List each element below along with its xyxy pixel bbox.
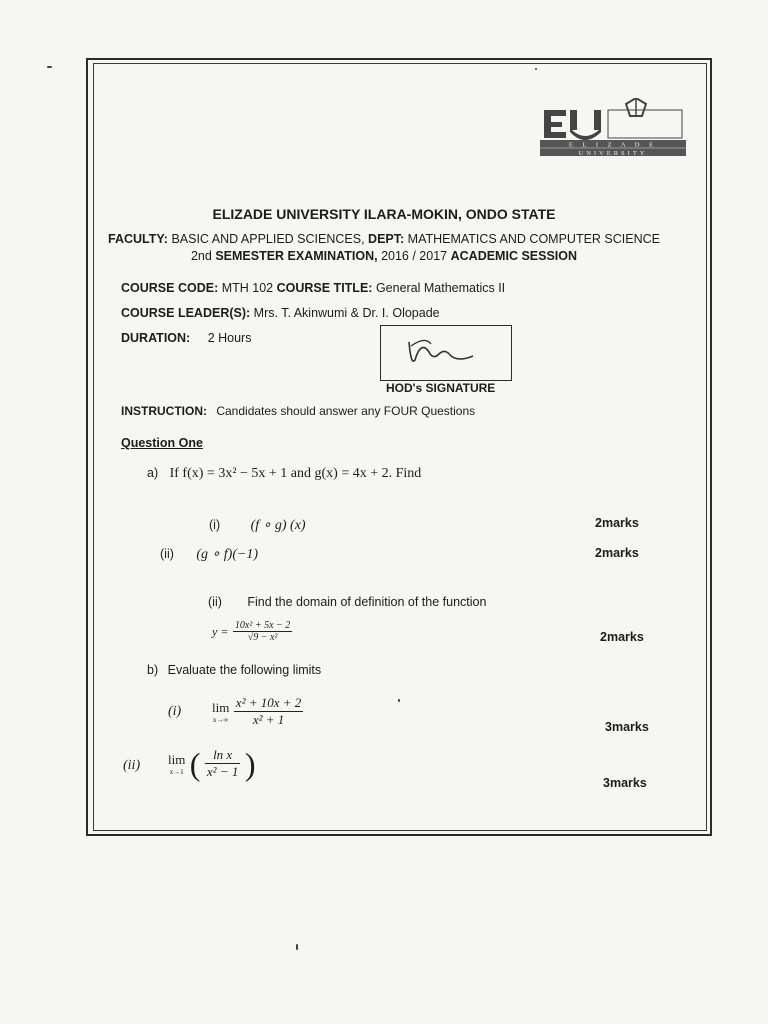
session-years: 2016 / 2017 — [381, 249, 448, 263]
semester-line — [0, 249, 768, 263]
handwritten-signature — [381, 326, 509, 378]
part-b-label: b) — [147, 663, 159, 677]
lim-word: lim — [212, 699, 230, 715]
item-marks: 3marks — [603, 776, 647, 790]
semester-prefix: 2nd — [190, 249, 212, 263]
logo-emblem — [536, 98, 688, 158]
logo-band-bottom: UNIVERSITY — [578, 150, 648, 157]
item-expression: (g ∘ f)(−1) — [196, 547, 259, 562]
limit-operator — [212, 700, 229, 724]
hod-signature-caption: HOD's SIGNATURE — [386, 381, 496, 395]
instruction-label: INSTRUCTION: — [121, 404, 207, 418]
limit-fraction — [205, 747, 240, 780]
course-leader-label: COURSE LEADER(S): — [121, 306, 251, 320]
right-paren: ) — [244, 745, 256, 782]
item-label: (ii) — [208, 595, 222, 609]
question-heading: Question One — [121, 436, 203, 450]
domain-function — [212, 620, 292, 643]
function-fraction — [233, 620, 292, 643]
left-paren: ( — [189, 745, 201, 782]
fraction-denominator: x² + 1 — [252, 712, 285, 727]
semester-text: SEMESTER EXAMINATION, — [215, 249, 378, 263]
fraction-numerator: ln x — [205, 747, 240, 764]
item-label: (i) — [209, 518, 221, 532]
part-b-line — [147, 663, 321, 677]
instruction-line — [121, 404, 475, 418]
limit-label: (ii) — [123, 758, 141, 773]
faculty-line — [0, 232, 768, 246]
faculty-value: BASIC AND APPLIED SCIENCES, — [171, 232, 365, 246]
function-lhs: y = — [212, 624, 229, 639]
fraction-denominator: √9 − x² — [247, 632, 278, 643]
university-logo — [536, 98, 688, 158]
item-marks: 2marks — [600, 630, 644, 644]
part-b-text: Evaluate the following limits — [167, 663, 322, 677]
item-marks: 3marks — [605, 720, 649, 734]
course-code-label: COURSE CODE: — [121, 281, 219, 295]
item-expression: (f ∘ g) (x) — [250, 518, 306, 533]
limit-label: (i) — [168, 704, 182, 719]
limit-operator — [168, 752, 185, 776]
course-title-value: General Mathematics II — [375, 281, 506, 295]
session-text: ACADEMIC SESSION — [450, 249, 578, 263]
dept-label: DEPT: — [368, 232, 405, 246]
university-name: ELIZADE UNIVERSITY ILARA-MOKIN, ONDO STATE — [212, 206, 556, 222]
lim-subscript: x→∞ — [212, 715, 229, 724]
scan-speck — [535, 68, 537, 70]
limit-expression — [168, 747, 255, 780]
limit-expression — [212, 695, 303, 728]
duration-label: DURATION: — [121, 331, 191, 345]
duration-value: 2 Hours — [207, 331, 252, 345]
dept-value: MATHEMATICS AND COMPUTER SCIENCE — [407, 232, 660, 246]
item-text: Find the domain of definition of the function — [247, 595, 487, 609]
instruction-text: Candidates should answer any FOUR Questions — [216, 404, 476, 418]
part-a-text: If f(x) = 3x² − 5x + 1 and g(x) = 4x + 2. Find — [169, 466, 422, 481]
fraction-denominator: x² − 1 — [206, 764, 239, 779]
item-marks: 2marks — [595, 516, 639, 530]
part-a-label: a) — [147, 466, 159, 480]
item-a-i — [209, 516, 306, 534]
course-code-value: MTH 102 — [221, 281, 274, 295]
fraction-numerator: x² + 10x + 2 — [235, 695, 302, 710]
lim-word: lim — [168, 751, 186, 767]
logo-band-top: E L I Z A D E — [568, 141, 658, 149]
course-leader-value: Mrs. T. Akinwumi & Dr. I. Olopade — [253, 306, 440, 320]
scan-speck — [296, 944, 298, 950]
course-code-line — [121, 281, 505, 295]
duration-line — [121, 331, 251, 345]
course-leader-line — [121, 306, 440, 320]
item-marks: 2marks — [595, 546, 639, 560]
item-label: (ii) — [160, 547, 174, 561]
faculty-label: FACULTY: — [108, 232, 168, 246]
lim-subscript: x→1 — [169, 767, 184, 776]
fraction-numerator: 10x² + 5x − 2 — [234, 620, 291, 631]
item-a-ii — [160, 545, 258, 563]
item-a-iii — [208, 595, 486, 609]
signature-box — [380, 325, 512, 381]
scan-speck — [47, 66, 52, 68]
course-title-label: COURSE TITLE: — [276, 281, 373, 295]
part-a-line — [147, 466, 421, 482]
limit-fraction — [234, 695, 303, 728]
scan-speck — [398, 699, 400, 702]
